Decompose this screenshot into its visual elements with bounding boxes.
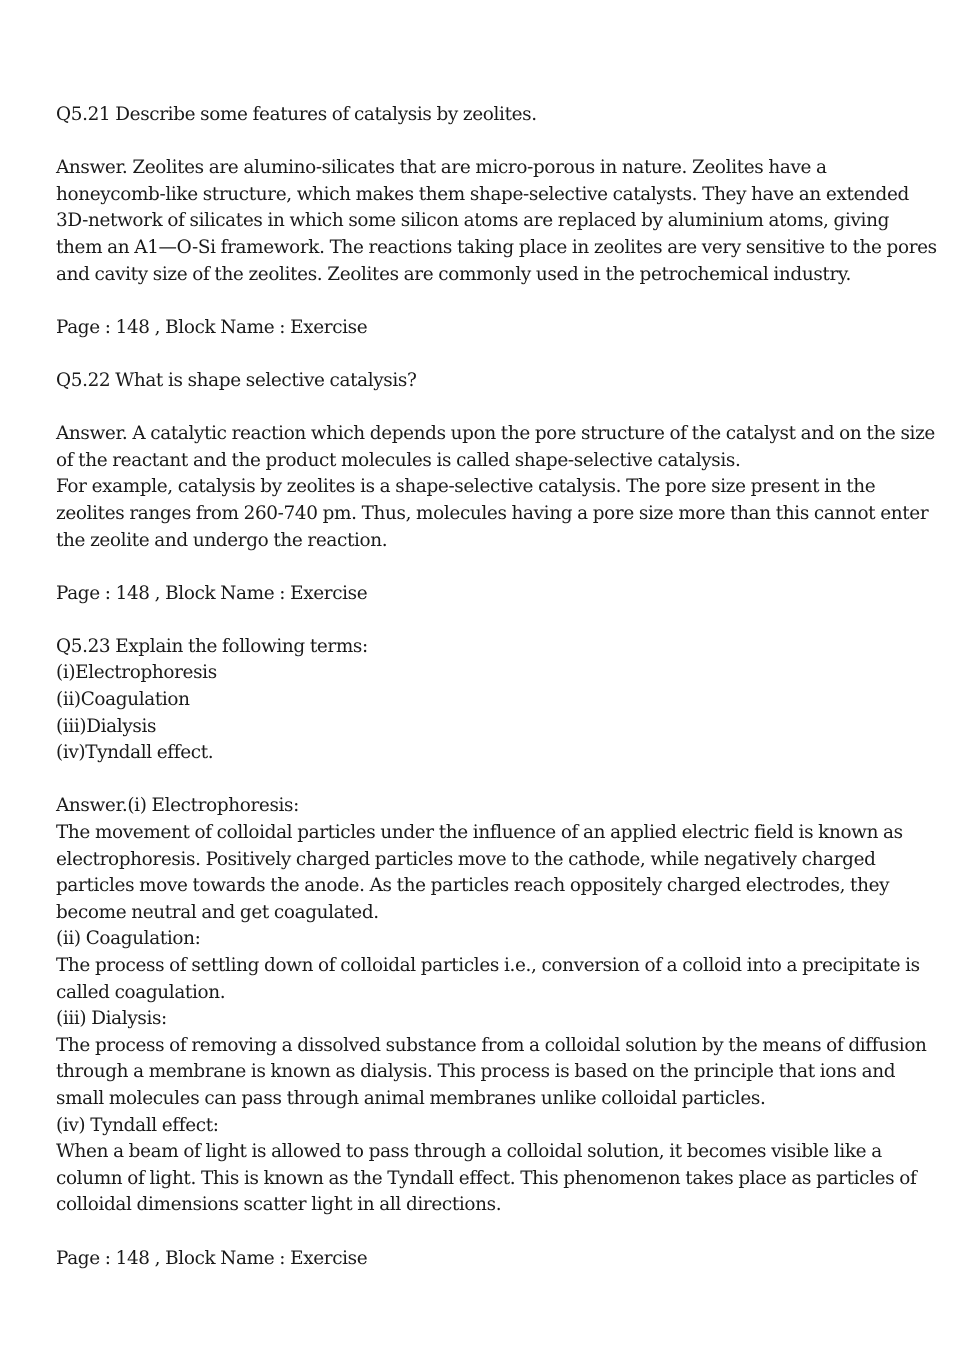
answer-line: of the reactant and the product molecules is called shape-selective catalysis. (56, 449, 741, 471)
question-block-q5-21 (56, 102, 937, 341)
answer-subheading: Answer.(i) Electrophoresis: (56, 795, 299, 817)
answer-subheading: (iv) Tyndall effect: (56, 1114, 219, 1136)
answer-line: colloidal dimensions scatter light in all directions. (56, 1194, 502, 1216)
question-term: (iii)Dialysis (56, 715, 157, 737)
question-text (56, 634, 906, 767)
answer-text (56, 793, 927, 1219)
answer-line: The process of removing a dissolved substance from a colloidal solution by the means of diffusion (56, 1034, 927, 1056)
answer-line: and cavity size of the zeolites. Zeolites are commonly used in the petrochemical industry. (56, 263, 851, 285)
page-reference: Page : 148 , Block Name : Exercise (56, 1247, 368, 1269)
answer-line: them an A1—O-Si framework. The reactions taking place in zeolites are very sensitive to the pores (56, 236, 937, 258)
answer-line: small molecules can pass through animal membranes unlike colloidal particles. (56, 1087, 766, 1109)
question-block-q5-22 (56, 368, 935, 607)
page-reference: Page : 148 , Block Name : Exercise (56, 316, 368, 338)
question-text: Q5.22 What is shape selective catalysis? (56, 369, 417, 391)
answer-line: For example, catalysis by zeolites is a shape-selective catalysis. The pore size present in the (56, 476, 876, 498)
question-text: Q5.21 Describe some features of catalysis by zeolites. (56, 104, 537, 125)
question-term: (i)Electrophoresis (56, 662, 217, 684)
answer-line: zeolites ranges from 260-740 pm. Thus, molecules having a pore size more than this cannot enter (56, 502, 929, 524)
answer-line: column of light. This is known as the Tyndall effect. This phenomenon takes place as particles of (56, 1167, 917, 1189)
answer-line: honeycomb-like structure, which makes them shape-selective catalysts. They have an extended (56, 183, 909, 205)
document-page (56, 102, 937, 1272)
answer-line: Answer. Zeolites are alumino-silicates that are micro-porous in nature. Zeolites have a (56, 157, 827, 179)
question-term: (iv)Tyndall effect. (56, 742, 214, 764)
answer-line: the zeolite and undergo the reaction. (56, 529, 388, 551)
answer-subheading: (ii) Coagulation: (56, 928, 201, 950)
answer-line: The process of settling down of colloidal particles i.e., conversion of a colloid into a precipitate is (56, 955, 920, 976)
question-line: Q5.23 Explain the following terms: (56, 635, 368, 657)
answer-line: When a beam of light is allowed to pass through a colloidal solution, it becomes visible like a (56, 1141, 882, 1163)
answer-line: become neutral and get coagulated. (56, 901, 379, 923)
answer-text (56, 155, 937, 288)
answer-subheading: (iii) Dialysis: (56, 1008, 167, 1030)
answer-line: The movement of colloidal particles under the influence of an applied electric field is known as (56, 822, 903, 844)
answer-line: called coagulation. (56, 981, 226, 1003)
answer-line: through a membrane is known as dialysis. This process is based on the principle that ions and (56, 1061, 896, 1083)
question-block-q5-23 (56, 634, 927, 1272)
page-reference: Page : 148 , Block Name : Exercise (56, 582, 368, 604)
answer-line: 3D-network of silicates in which some silicon atoms are replaced by aluminium atoms, giving (56, 210, 889, 232)
answer-text (56, 421, 935, 554)
answer-line: particles move towards the anode. As the particles reach oppositely charged electrodes, they (56, 875, 890, 897)
question-term: (ii)Coagulation (56, 689, 190, 711)
answer-line: Answer. A catalytic reaction which depends upon the pore structure of the catalyst and on the size (56, 423, 935, 445)
answer-line: electrophoresis. Positively charged particles move to the cathode, while negatively charged (56, 848, 876, 870)
